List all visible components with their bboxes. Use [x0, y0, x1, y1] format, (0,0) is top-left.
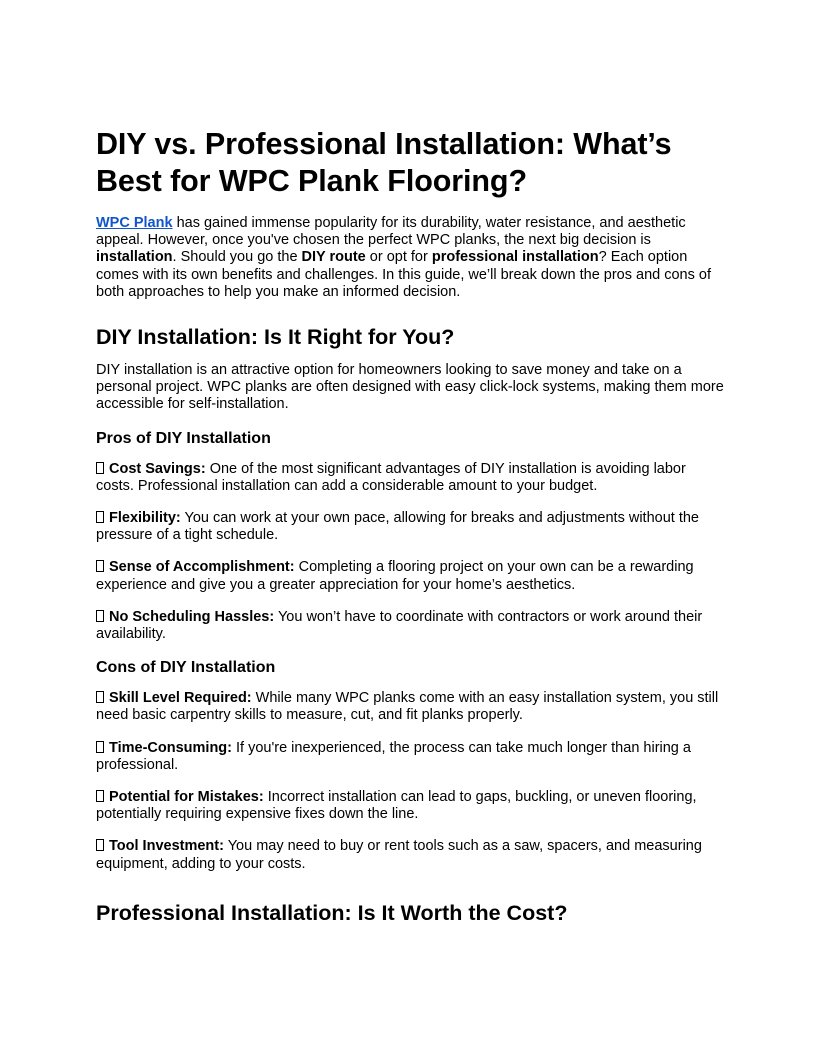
item-text: You may need to buy or rent tools such as a saw, spacers, and measuring equipment, adding to your costs.	[96, 838, 702, 872]
list-item	[96, 559, 726, 593]
list-item	[96, 461, 726, 495]
list-item	[96, 740, 726, 774]
pros-heading: Pros of DIY Installation	[96, 429, 271, 447]
item-label: Time-Consuming:	[109, 739, 232, 756]
item-text: You won’t have to coordinate with contractors or work around their availability.	[96, 608, 703, 643]
item-text: One of the most significant advantages of DIY installation is avoiding labor costs. Professional installation can add a considerable amount to your budget.	[96, 460, 686, 494]
checkbox-icon	[96, 691, 104, 703]
item-text: You can work at your own pace, allowing for breaks and adjustments without the pressure of a tight schedule.	[96, 510, 699, 544]
document-page	[96, 126, 726, 938]
item-label: Skill Level Required:	[109, 690, 252, 707]
intro-text-4: ? Each option comes with its own benefits and challenges. In this guide, we’ll break down the pros and cons of both approaches to help you make an informed decision.	[96, 249, 711, 300]
checkbox-icon	[96, 462, 104, 474]
list-item	[96, 690, 726, 724]
item-label: Potential for Mistakes:	[109, 789, 264, 806]
intro-text-2: . Should you go the	[172, 249, 302, 266]
item-label: Tool Investment:	[109, 838, 224, 855]
item-text: While many WPC planks come with an easy installation system, you still need basic carpentry skills to measure, cut, and fit planks properly.	[96, 690, 719, 724]
list-item	[96, 789, 726, 823]
intro-text-1: has gained immense popularity for its durability, water resistance, and aesthetic appeal. However, once you've chosen the perfect WPC planks, the next big decision is	[96, 215, 686, 249]
diy-section-heading: DIY Installation: Is It Right for You?	[96, 325, 455, 350]
list-item	[96, 609, 726, 643]
wpc-plank-link[interactable]: WPC Plank	[96, 215, 173, 231]
checkbox-icon	[96, 741, 104, 753]
list-item	[96, 510, 726, 544]
professional-section-heading: Professional Installation: Is It Worth the Cost?	[96, 900, 568, 925]
page-title: DIY vs. Professional Installation: What’s Best for WPC Plank Flooring?	[96, 127, 672, 198]
item-label: Sense of Accomplishment:	[109, 559, 295, 576]
intro-paragraph	[96, 215, 726, 301]
item-label: Flexibility:	[109, 510, 181, 527]
checkbox-icon	[96, 560, 104, 572]
cons-heading: Cons of DIY Installation	[96, 659, 276, 677]
intro-text-3: or opt for	[365, 249, 432, 266]
intro-bold-professional: professional installation	[431, 249, 599, 266]
item-text: Completing a flooring project on your own can be a rewarding experience and give you a greater appreciation for your home’s aesthetics.	[96, 559, 694, 593]
checkbox-icon	[96, 790, 104, 802]
item-text: If you're inexperienced, the process can take much longer than hiring a professional.	[96, 739, 691, 773]
item-label: Cost Savings:	[109, 460, 206, 477]
checkbox-icon	[96, 511, 104, 523]
diy-section-body: DIY installation is an attractive option for homeowners looking to save money and take on a personal project. WPC planks are often designed with easy click-lock systems, making them more accessible for self-installation.	[96, 362, 724, 413]
intro-bold-diy-route: DIY route	[301, 249, 366, 266]
intro-bold-installation: installation	[96, 249, 173, 266]
checkbox-icon	[96, 839, 104, 851]
checkbox-icon	[96, 610, 104, 622]
list-item	[96, 838, 726, 872]
item-label: No Scheduling Hassles:	[109, 608, 275, 625]
item-text: Incorrect installation can lead to gaps, buckling, or uneven flooring, potentially requiring expensive fixes down the line.	[96, 789, 697, 823]
